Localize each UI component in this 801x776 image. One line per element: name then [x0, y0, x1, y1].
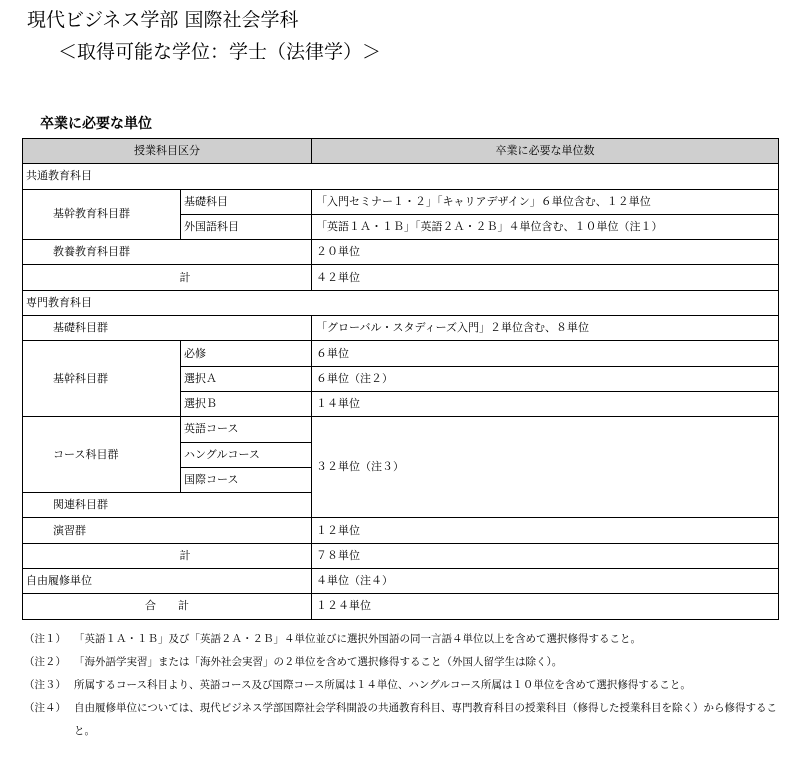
basic-subjects-label: 基礎科目 — [181, 189, 312, 214]
core-education-group: 基幹教育科目群 — [23, 189, 181, 240]
graduation-requirements-table — [22, 138, 779, 620]
page-title: 現代ビジネス学部 国際社会学科 — [27, 9, 299, 31]
specialized-total-label: 計 — [23, 543, 312, 568]
table-row — [23, 265, 779, 290]
note-label: （注４） — [24, 702, 66, 714]
grand-total-units: １２４単位 — [312, 594, 779, 619]
foreign-language-units: 「英語１Ａ・１Ｂ」「英語２Ａ・２Ｂ」４単位含む、１０単位（注１） — [312, 214, 779, 239]
elective-a-label: 選択Ａ — [181, 366, 312, 391]
course-subjects-group: コース科目群 — [23, 417, 181, 493]
table-row — [23, 240, 779, 265]
note-label: （注３） — [24, 679, 66, 691]
foreign-language-label: 外国語科目 — [181, 214, 312, 239]
required-units: ６単位 — [312, 341, 779, 366]
grand-total-label: 合 計 — [23, 594, 312, 619]
free-elective-units: ４単位（注４） — [312, 569, 779, 594]
note-item — [24, 628, 784, 651]
table-header-row — [23, 139, 779, 164]
specialized-total-units: ７８単位 — [312, 543, 779, 568]
table-row — [23, 543, 779, 568]
table-row — [23, 290, 779, 315]
common-education-heading: 共通教育科目 — [23, 164, 779, 189]
basic-subjects-units: 「入門セミナー１・２」「キャリアデザイン」６単位含む、１２単位 — [312, 189, 779, 214]
core-subjects-group: 基幹科目群 — [23, 341, 181, 417]
table-row — [23, 569, 779, 594]
seminar-group: 演習群 — [23, 518, 312, 543]
foundation-subjects-units: 「グローバル・スタディーズ入門」２単位含む、８単位 — [312, 316, 779, 341]
foundation-subjects-group: 基礎科目群 — [23, 316, 312, 341]
note-text: 「英語１Ａ・１Ｂ」及び「英語２Ａ・２Ｂ」４単位並びに選択外国語の同一言語４単位以上を含めて選択修得すること。 — [74, 633, 641, 645]
note-item — [24, 697, 784, 743]
note-label: （注２） — [24, 656, 66, 668]
column-header-category: 授業科目区分 — [23, 139, 312, 164]
degree-subtitle: ＜取得可能な学位：学士（法律学）＞ — [58, 41, 382, 63]
liberal-arts-units: ２０単位 — [312, 240, 779, 265]
international-course-label: 国際コース — [181, 467, 312, 492]
hangul-course-label: ハングルコース — [181, 442, 312, 467]
table-row — [23, 189, 779, 214]
note-label: （注１） — [24, 633, 66, 645]
related-subjects-group: 関連科目群 — [23, 493, 312, 518]
common-total-units: ４２単位 — [312, 265, 779, 290]
note-text: 「海外語学実習」または「海外社会実習」の２単位を含めて選択修得すること（外国人留学生は除く）。 — [74, 656, 563, 668]
section-title: 卒業に必要な単位 — [40, 116, 152, 132]
table-row — [23, 341, 779, 366]
elective-b-units: １４単位 — [312, 391, 779, 416]
liberal-arts-group: 教養教育科目群 — [23, 240, 312, 265]
table-row — [23, 417, 779, 442]
specialized-education-heading: 専門教育科目 — [23, 290, 779, 315]
seminar-units: １２単位 — [312, 518, 779, 543]
notes-list — [24, 628, 784, 743]
note-item — [24, 674, 784, 697]
note-text: 自由履修単位については、現代ビジネス学部国際社会学科開設の共通教育科目、専門教育科目の授業科目（修得した授業科目を除く）から修得すること。 — [74, 702, 777, 737]
table-row — [23, 164, 779, 189]
table-row — [23, 316, 779, 341]
table-row — [23, 594, 779, 619]
note-text: 所属するコース科目より、英語コース及び国際コース所属は１４単位、ハングルコース所属は１０単位を含めて選択修得すること。 — [74, 679, 691, 691]
column-header-units: 卒業に必要な単位数 — [312, 139, 779, 164]
table-row — [23, 518, 779, 543]
elective-b-label: 選択Ｂ — [181, 391, 312, 416]
elective-a-units: ６単位（注２） — [312, 366, 779, 391]
required-label: 必修 — [181, 341, 312, 366]
english-course-label: 英語コース — [181, 417, 312, 442]
note-item — [24, 651, 784, 674]
course-subjects-units: ３２単位（注３） — [312, 417, 779, 518]
free-elective-label: 自由履修単位 — [23, 569, 312, 594]
common-total-label: 計 — [23, 265, 312, 290]
